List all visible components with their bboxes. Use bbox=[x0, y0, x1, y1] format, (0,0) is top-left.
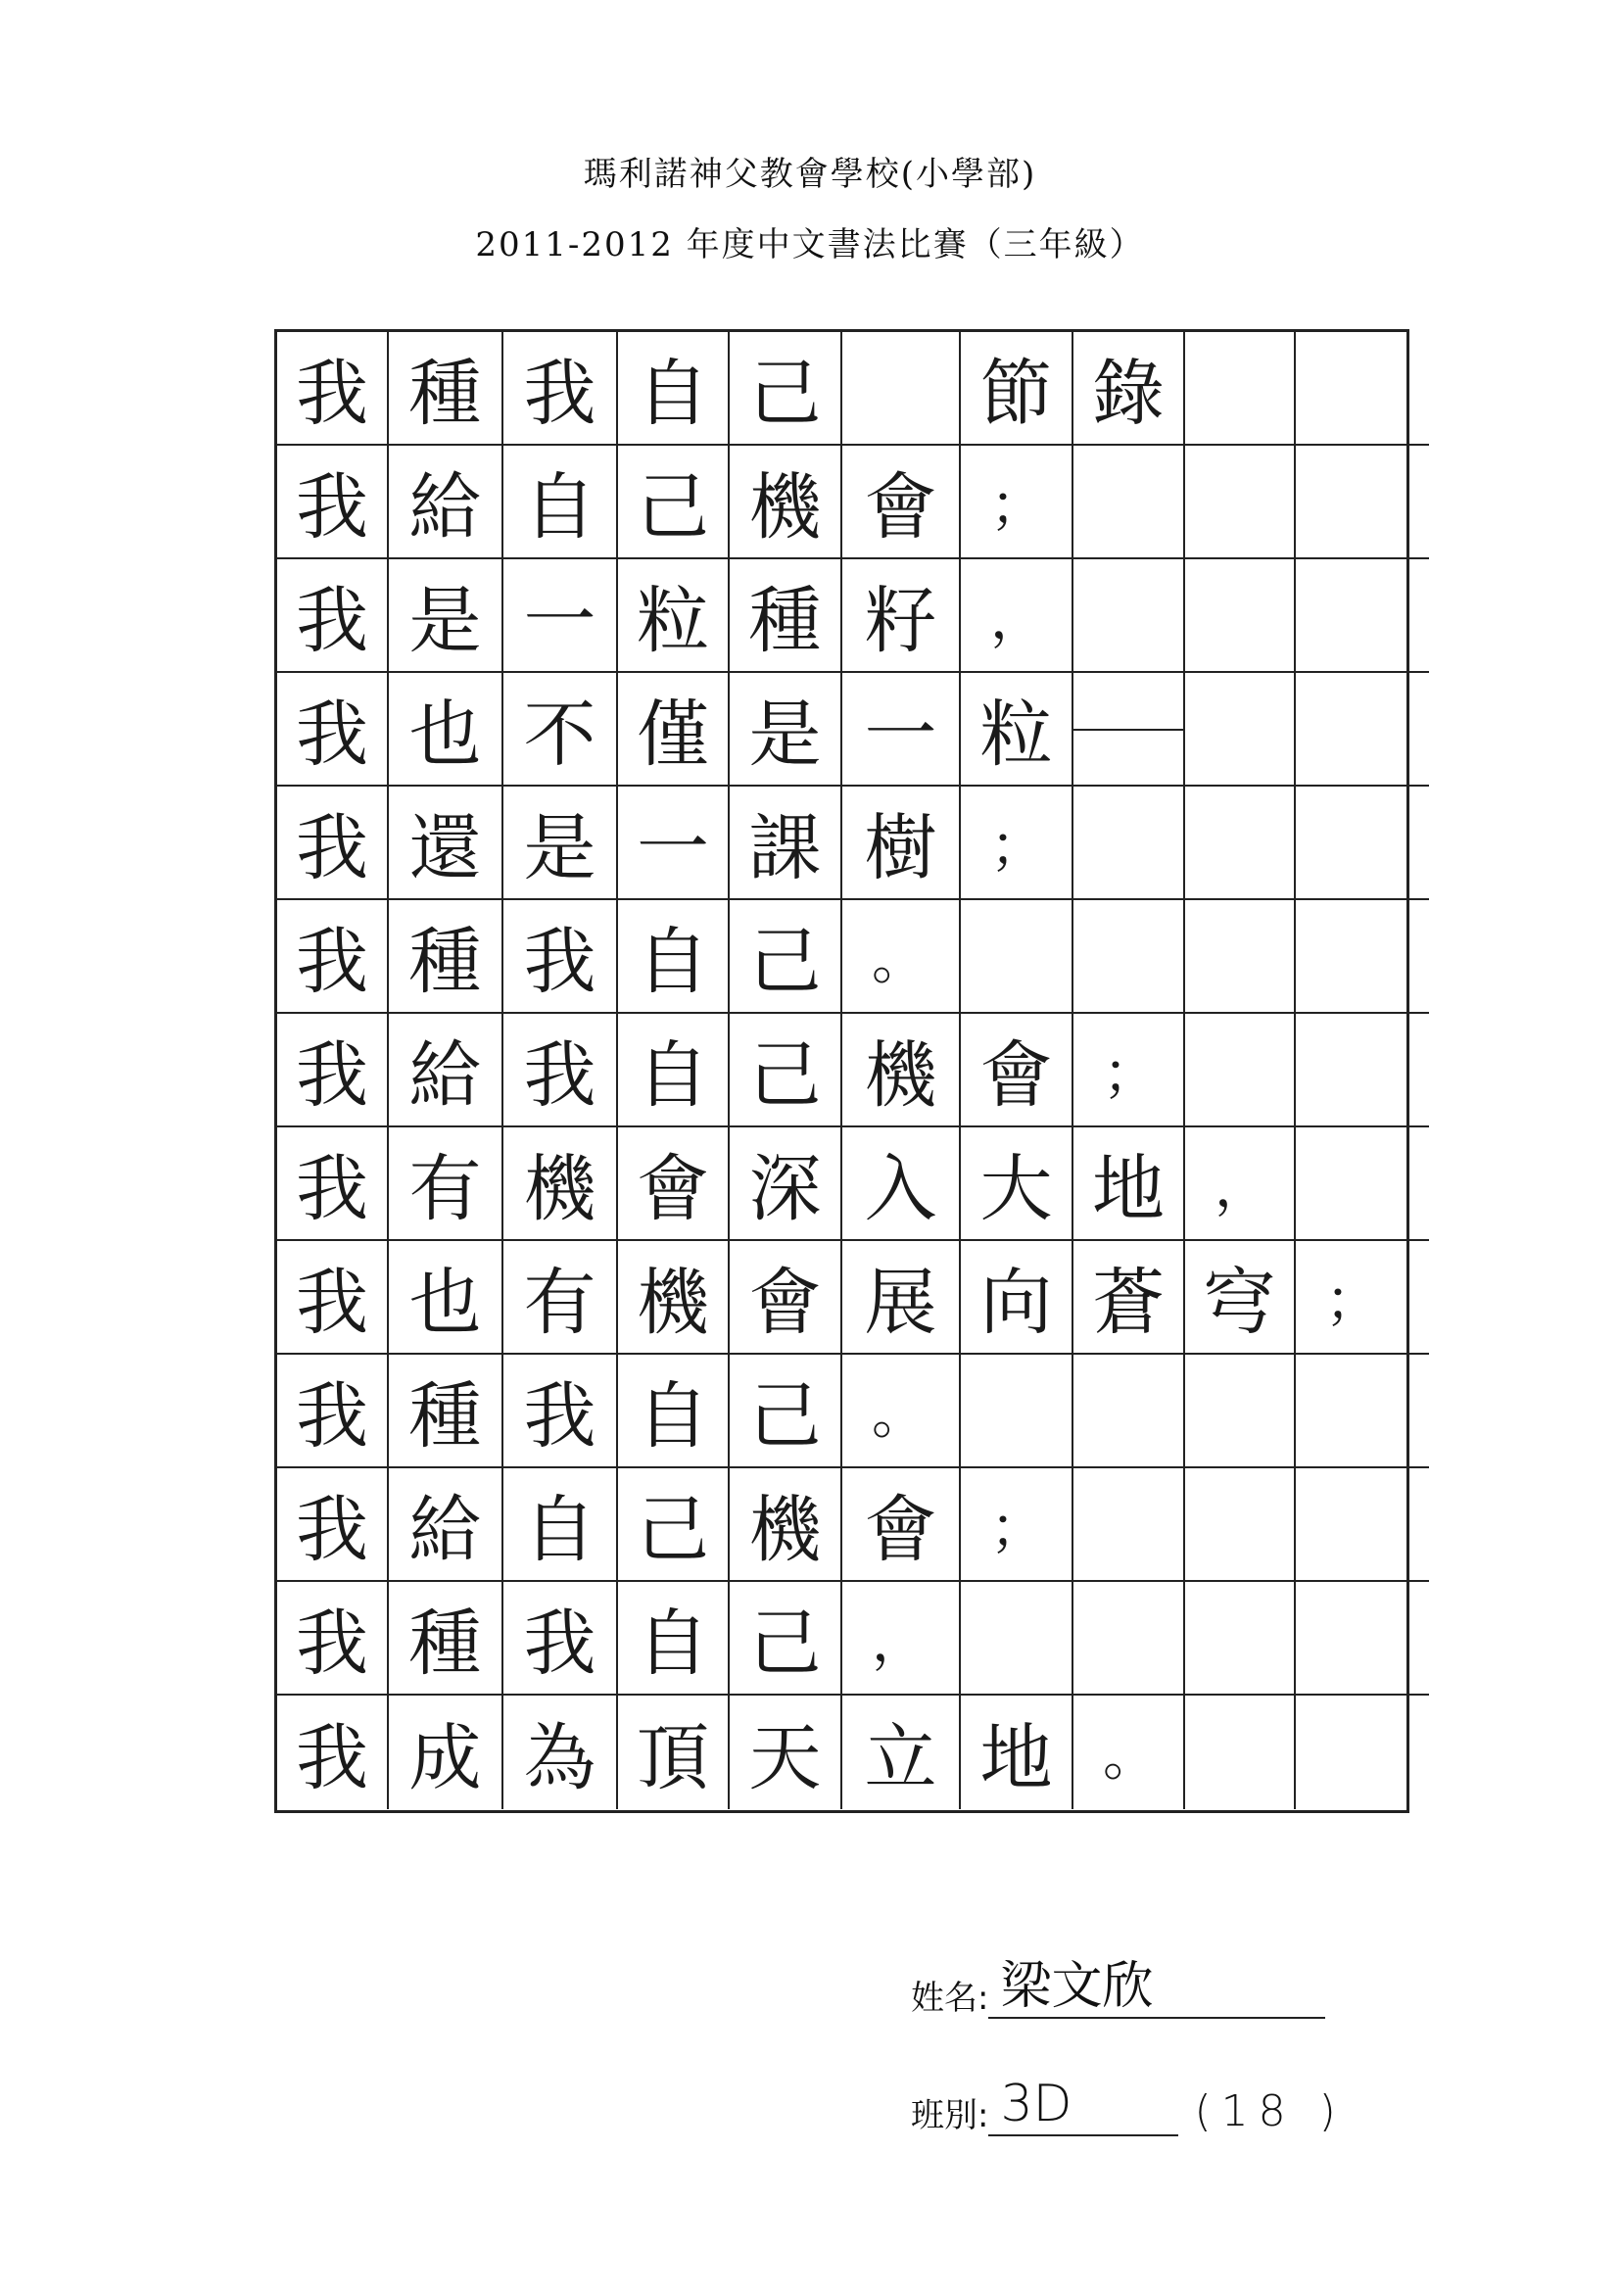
grid-cell: 也 bbox=[389, 673, 503, 787]
grid-cell: 自 bbox=[618, 332, 730, 446]
grid-cell: 自 bbox=[618, 900, 730, 1014]
grid-cell: 我 bbox=[277, 446, 389, 559]
grid-cell bbox=[842, 332, 961, 446]
grid-cell: ， bbox=[1185, 1127, 1296, 1241]
grid-cell: 我 bbox=[277, 1127, 389, 1241]
grid-cell: 種 bbox=[389, 900, 503, 1014]
grid-cell bbox=[1185, 559, 1296, 673]
grid-cell: 自 bbox=[618, 1582, 730, 1696]
grid-cell: 蒼 bbox=[1073, 1241, 1185, 1355]
grid-cell: 我 bbox=[277, 1014, 389, 1127]
grid-cell: 機 bbox=[730, 1468, 842, 1582]
grid-cell bbox=[1296, 1582, 1429, 1696]
grid-cell: 我 bbox=[277, 787, 389, 900]
grid-cell: 種 bbox=[389, 1582, 503, 1696]
grid-cell: 。 bbox=[842, 1355, 961, 1468]
name-line bbox=[911, 1959, 1325, 2019]
grid-cell: 地 bbox=[1073, 1127, 1185, 1241]
class-line bbox=[911, 2077, 1346, 2136]
grid-cell bbox=[961, 1355, 1073, 1468]
grid-cell: 種 bbox=[389, 332, 503, 446]
grid-cell: 還 bbox=[389, 787, 503, 900]
grid-cell: 機 bbox=[618, 1241, 730, 1355]
grid-cell: 我 bbox=[277, 900, 389, 1014]
grid-cell: ； bbox=[961, 446, 1073, 559]
grid-cell bbox=[1185, 1468, 1296, 1582]
grid-cell: 我 bbox=[277, 559, 389, 673]
grid-cell bbox=[1296, 1468, 1429, 1582]
grid-cell bbox=[1296, 1014, 1429, 1127]
grid-cell: 我 bbox=[503, 900, 618, 1014]
grid-cell: 己 bbox=[730, 332, 842, 446]
grid-cell: 自 bbox=[618, 1014, 730, 1127]
grid-cell: 是 bbox=[730, 673, 842, 787]
dash-mark bbox=[1073, 729, 1183, 731]
grid-cell: 己 bbox=[730, 1582, 842, 1696]
grid-cell: 有 bbox=[389, 1127, 503, 1241]
grid-cell: 給 bbox=[389, 1468, 503, 1582]
grid-cell bbox=[1185, 1696, 1296, 1809]
name-label: 姓名: bbox=[911, 1979, 989, 2019]
student-class: 3D bbox=[988, 2077, 1178, 2136]
grid-cell: 我 bbox=[503, 332, 618, 446]
grid-cell: 我 bbox=[503, 1355, 618, 1468]
grid-cell: 己 bbox=[730, 900, 842, 1014]
grid-cell: 深 bbox=[730, 1127, 842, 1241]
school-title: 瑪利諾神父教會學校(小學部) bbox=[583, 155, 1037, 194]
grid-cell: 自 bbox=[618, 1355, 730, 1468]
grid-cell: 大 bbox=[961, 1127, 1073, 1241]
grid-cell: 錄 bbox=[1073, 332, 1185, 446]
grid-cell bbox=[1296, 787, 1429, 900]
grid-cell: 機 bbox=[503, 1127, 618, 1241]
grid-cell: 會 bbox=[730, 1241, 842, 1355]
grid-cell: 一 bbox=[503, 559, 618, 673]
grid-cell: 種 bbox=[389, 1355, 503, 1468]
grid-cell: 自 bbox=[503, 446, 618, 559]
grid-cell bbox=[1296, 900, 1429, 1014]
grid-cell: 樹 bbox=[842, 787, 961, 900]
grid-cell: 一 bbox=[618, 787, 730, 900]
grid-cell: 我 bbox=[277, 1582, 389, 1696]
grid-cell: 粒 bbox=[961, 673, 1073, 787]
grid-cell bbox=[1073, 900, 1185, 1014]
grid-cell: 我 bbox=[503, 1582, 618, 1696]
grid-cell: 天 bbox=[730, 1696, 842, 1809]
contest-title: 2011-2012 年度中文書法比賽（三年級） bbox=[475, 225, 1145, 264]
grid-cell bbox=[1185, 1582, 1296, 1696]
grid-cell: ； bbox=[1296, 1241, 1429, 1355]
class-label: 班別: bbox=[911, 2096, 989, 2136]
grid-cell: 是 bbox=[389, 559, 503, 673]
grid-cell: ； bbox=[1073, 1014, 1185, 1127]
grid-cell: 己 bbox=[730, 1355, 842, 1468]
grid-cell bbox=[1185, 787, 1296, 900]
grid-cell: 我 bbox=[277, 1241, 389, 1355]
grid-cell: 入 bbox=[842, 1127, 961, 1241]
grid-cell bbox=[1073, 446, 1185, 559]
grid-cell bbox=[1073, 1582, 1185, 1696]
class-number: (18 ) bbox=[1194, 2086, 1346, 2137]
grid-cell: 給 bbox=[389, 1014, 503, 1127]
grid-cell: 我 bbox=[277, 1468, 389, 1582]
grid-cell bbox=[1185, 673, 1296, 787]
grid-cell: ； bbox=[961, 1468, 1073, 1582]
grid-cell: 我 bbox=[277, 1696, 389, 1809]
grid-cell: 也 bbox=[389, 1241, 503, 1355]
grid-cell: 有 bbox=[503, 1241, 618, 1355]
grid-cell bbox=[1296, 1355, 1429, 1468]
grid-cell: 自 bbox=[503, 1468, 618, 1582]
grid-cell: 立 bbox=[842, 1696, 961, 1809]
grid-cell: 課 bbox=[730, 787, 842, 900]
grid-cell: 給 bbox=[389, 446, 503, 559]
grid-cell: 。 bbox=[1073, 1696, 1185, 1809]
grid-cell: 己 bbox=[730, 1014, 842, 1127]
grid-cell: 我 bbox=[277, 1355, 389, 1468]
grid-cell bbox=[1073, 559, 1185, 673]
grid-cell bbox=[1185, 1355, 1296, 1468]
student-name: 梁文欣 bbox=[988, 1959, 1325, 2019]
grid-cell bbox=[961, 1582, 1073, 1696]
grid-cell: 展 bbox=[842, 1241, 961, 1355]
grid-cell: 地 bbox=[961, 1696, 1073, 1809]
grid-cell: ， bbox=[842, 1582, 961, 1696]
grid-cell: 己 bbox=[618, 1468, 730, 1582]
grid-cell bbox=[961, 900, 1073, 1014]
grid-cell bbox=[1185, 900, 1296, 1014]
grid-cell: 種 bbox=[730, 559, 842, 673]
grid-cell: 己 bbox=[618, 446, 730, 559]
grid-cell bbox=[1296, 332, 1429, 446]
grid-cell: 僅 bbox=[618, 673, 730, 787]
grid-cell: 機 bbox=[730, 446, 842, 559]
grid-cell: 不 bbox=[503, 673, 618, 787]
grid-cell bbox=[1296, 1696, 1429, 1809]
grid-cell bbox=[1073, 1468, 1185, 1582]
grid-cell: 一 bbox=[842, 673, 961, 787]
grid-cell: 會 bbox=[842, 1468, 961, 1582]
writing-grid bbox=[274, 329, 1409, 1813]
grid-cell bbox=[1185, 332, 1296, 446]
grid-cell bbox=[1185, 1014, 1296, 1127]
grid-cell: 為 bbox=[503, 1696, 618, 1809]
grid-cell bbox=[1185, 446, 1296, 559]
grid-cell: 籽 bbox=[842, 559, 961, 673]
grid-cell: 我 bbox=[277, 332, 389, 446]
grid-cell: 向 bbox=[961, 1241, 1073, 1355]
grid-cell: 機 bbox=[842, 1014, 961, 1127]
grid-cell: 節 bbox=[961, 332, 1073, 446]
grid-cell bbox=[1296, 1127, 1429, 1241]
grid-cell: ， bbox=[961, 559, 1073, 673]
grid-cell: 我 bbox=[503, 1014, 618, 1127]
grid-cell: 會 bbox=[961, 1014, 1073, 1127]
grid-cell: 我 bbox=[277, 673, 389, 787]
grid-cell bbox=[1296, 673, 1429, 787]
grid-cell bbox=[1073, 673, 1185, 787]
grid-cell: ； bbox=[961, 787, 1073, 900]
grid-cell: 會 bbox=[618, 1127, 730, 1241]
grid-cell: 頂 bbox=[618, 1696, 730, 1809]
grid-cell bbox=[1073, 1355, 1185, 1468]
grid-cell bbox=[1296, 446, 1429, 559]
grid-cell bbox=[1073, 787, 1185, 900]
grid-cell bbox=[1296, 559, 1429, 673]
grid-cell: 是 bbox=[503, 787, 618, 900]
grid-cell: 會 bbox=[842, 446, 961, 559]
grid-cell: 粒 bbox=[618, 559, 730, 673]
grid-cell: 成 bbox=[389, 1696, 503, 1809]
grid-cell: 。 bbox=[842, 900, 961, 1014]
grid-cell: 穹 bbox=[1185, 1241, 1296, 1355]
